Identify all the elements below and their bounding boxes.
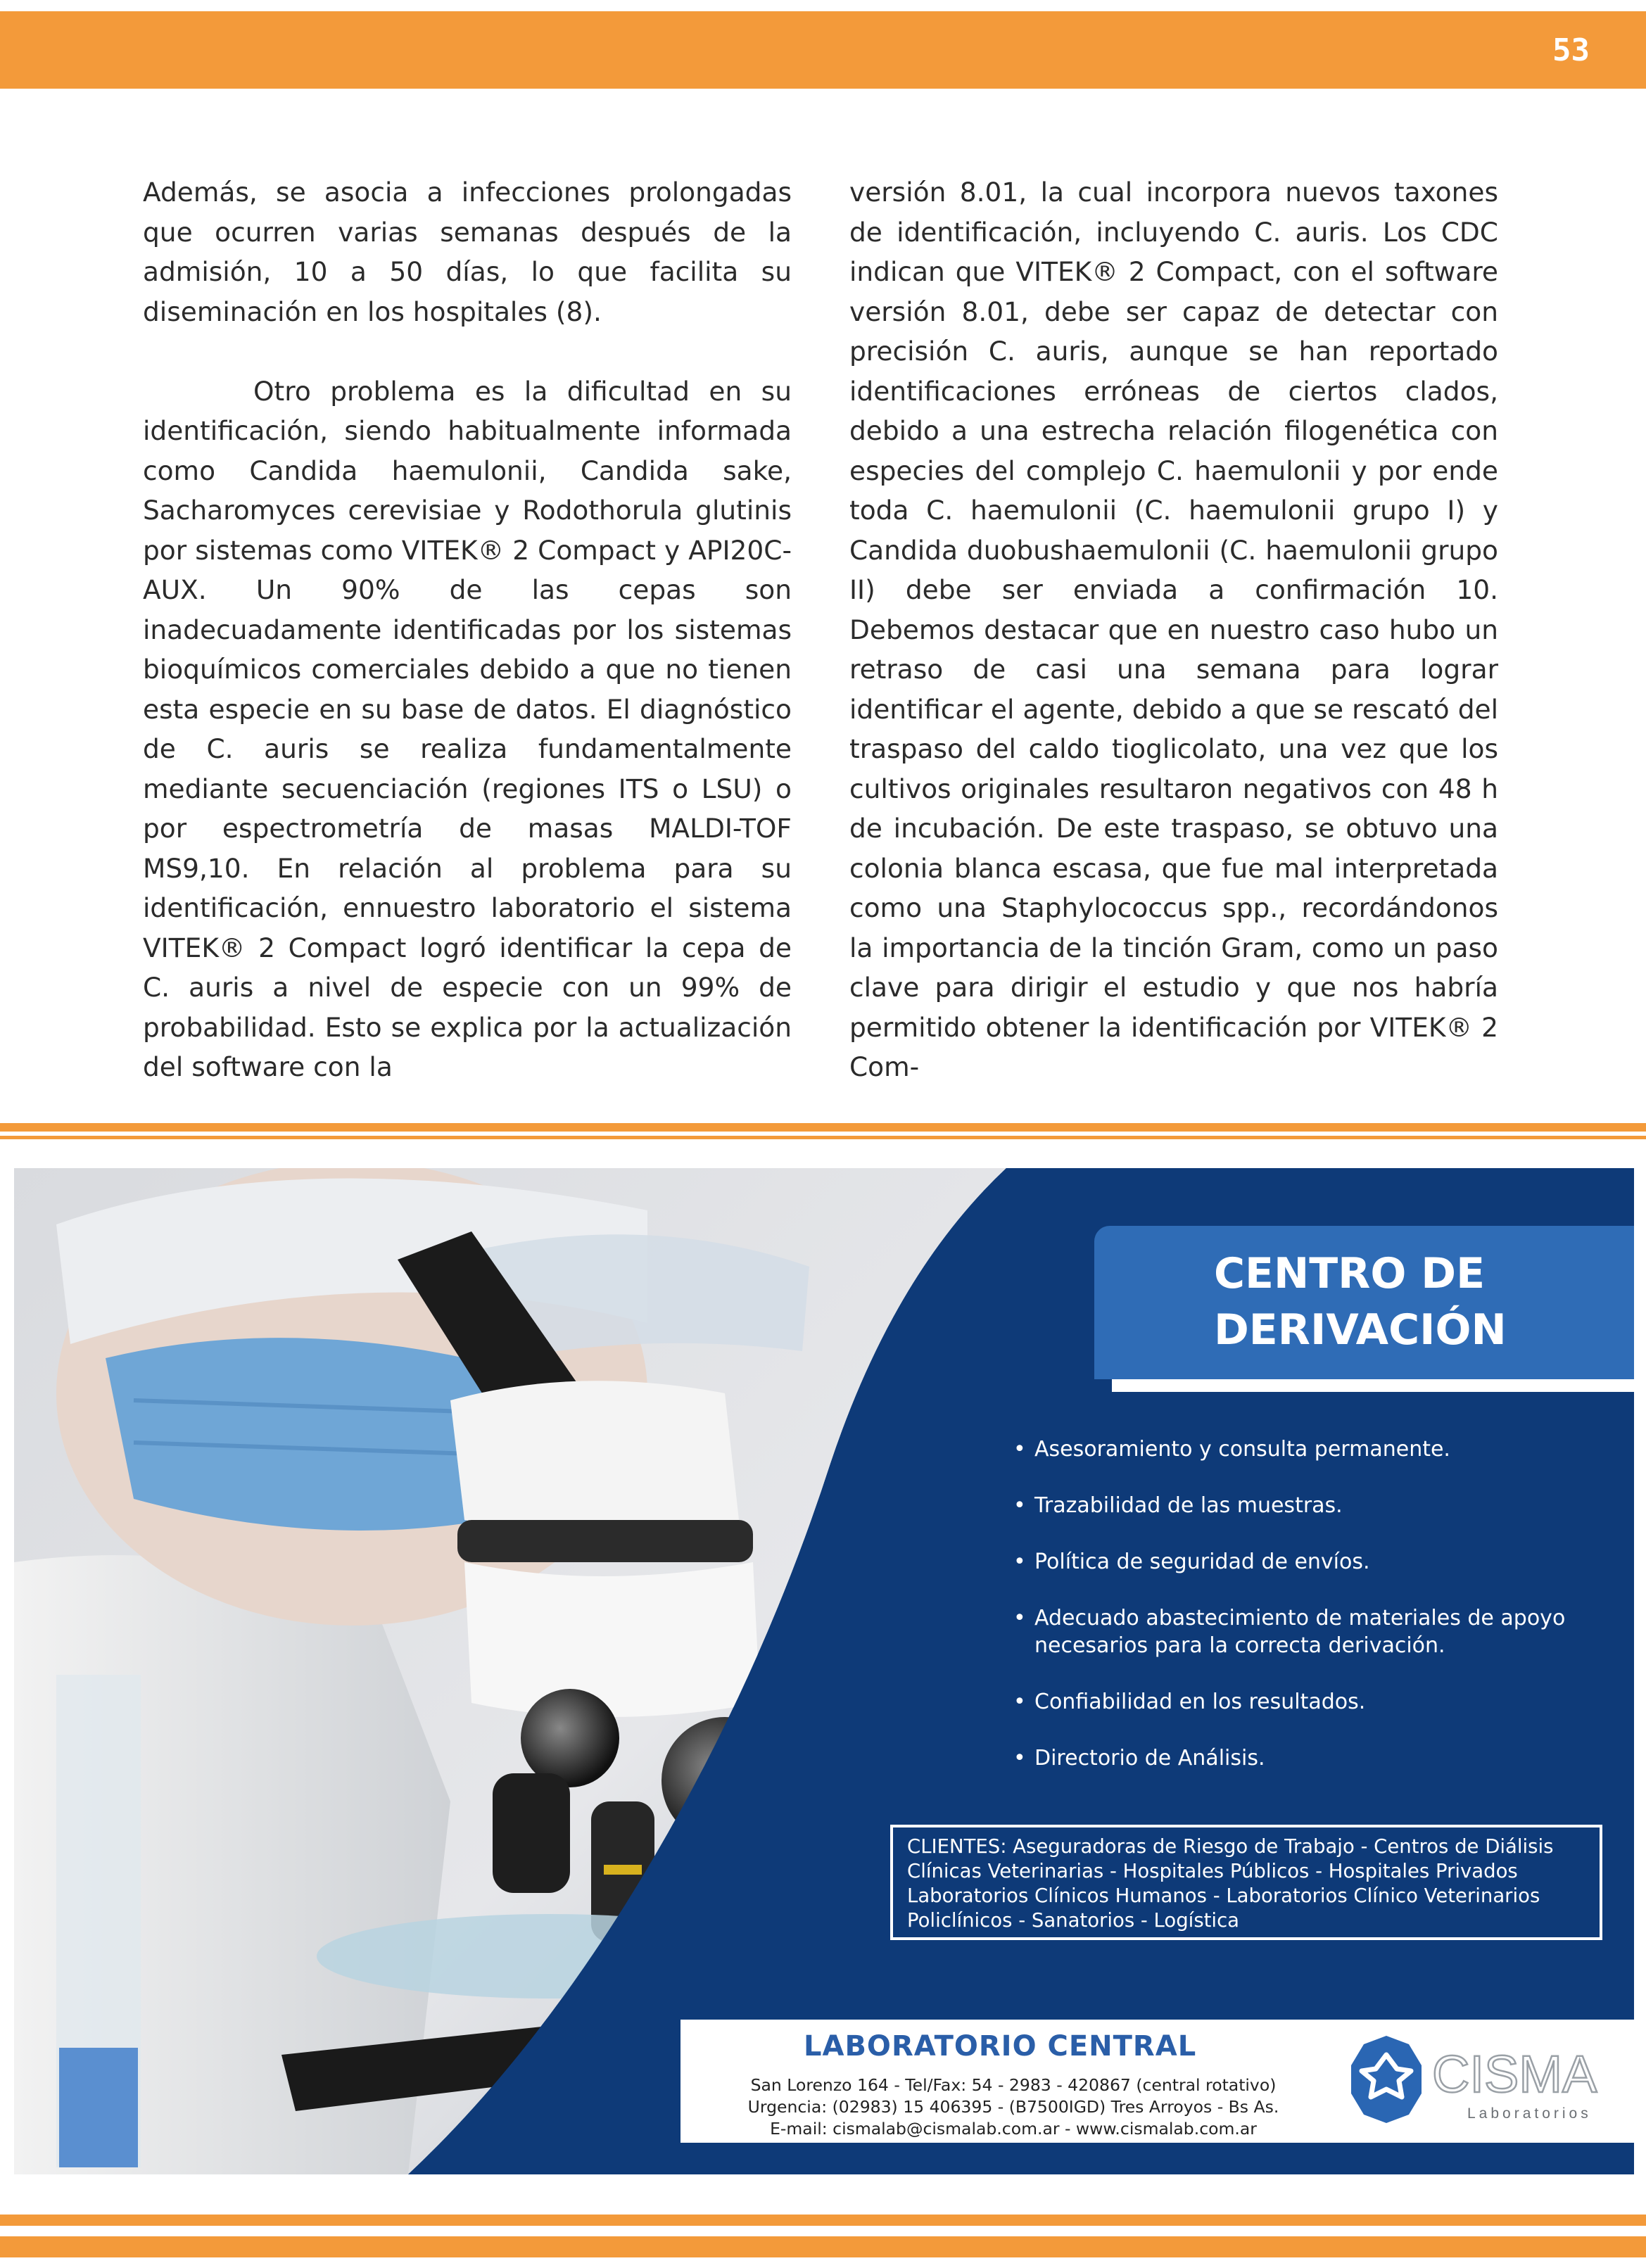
service-item: • Política de seguridad de envíos. (1013, 1548, 1619, 1576)
services-list (1013, 1436, 1619, 1801)
ad-title-line2: DERIVACIÓN (1214, 1305, 1507, 1355)
logo-subtitle: Laboratorios (1467, 2105, 1592, 2122)
page-number: 53 (1552, 32, 1590, 68)
ad-title (1214, 1246, 1507, 1358)
divider-rule (0, 1123, 1646, 1132)
service-item: • Directorio de Análisis. (1013, 1744, 1619, 1772)
service-item: • Asesoramiento y consulta permanente. (1013, 1436, 1619, 1463)
paragraph: Además, se asocia a infecciones prolongadas que ocurren varias semanas después de la admisión, 10 a 50 días, lo que facilita su diseminación en los hospitales (8). (143, 177, 792, 327)
title-underline (1112, 1379, 1634, 1392)
footer-band (0, 2236, 1646, 2257)
logo-emblem-icon (1351, 2036, 1422, 2123)
contact-line: San Lorenzo 164 - Tel/Fax: 54 - 2983 - 420867 (central rotativo) (750, 2075, 1277, 2095)
header-bar (0, 11, 1646, 89)
advertisement (14, 1168, 1634, 2174)
divider-rule-thin (0, 1136, 1646, 1139)
article-right-column (849, 172, 1498, 1087)
footer-rule (0, 2215, 1646, 2226)
lab-contact-lines (704, 2074, 1323, 2140)
contact-line: Urgencia: (02983) 15 406395 - (B7500IGD) Tres Arroyos - Bs As. (747, 2097, 1279, 2117)
paragraph: Otro problema es la dificultad en su identificación, siendo habitualmente informada como Candida haemulonii, Candida sake, Sacharomyces cerevisiae y Rodothorula glutinis por sistemas como VITEK® 2 Compact y API20C-AUX. Un 90% de las cepas son inadecuadamente identificadas por los sistemas bioquímicos comerciales debido a que no tienen esta especie en su base de datos. El diagnóstico de C. auris se realiza fundamentalmente mediante secuenciación (regiones ITS o LSU) o por espectrometría de masas MALDI-TOF MS9,10. En relación al problema para su identificación, ennuestro laboratorio el sistema VITEK® 2 Compact logró identificar la cepa de C. auris a nivel de especie con un 99% de probabilidad. Esto se explica por la actualización del software con la (143, 375, 792, 1082)
lab-name: LABORATORIO CENTRAL (804, 2030, 1197, 2063)
clients-line: Clínicas Veterinarias - Hospitales Públicos - Hospitales Privados (907, 1860, 1518, 1882)
contact-line: E-mail: cismalab@cismalab.com.ar - www.cismalab.com.ar (770, 2119, 1257, 2139)
ad-title-line1: CENTRO DE (1214, 1249, 1486, 1298)
clients-box (890, 1825, 1602, 1940)
clients-line: CLIENTES: Aseguradoras de Riesgo de Trabajo - Centros de Diálisis (907, 1835, 1554, 1858)
service-item: • Confiabilidad en los resultados. (1013, 1688, 1619, 1716)
article-left-column (143, 172, 792, 1087)
service-item: • Adecuado abastecimiento de materiales de apoyo necesarios para la correcta derivación. (1013, 1604, 1619, 1659)
logo-wordmark: CISMA (1432, 2045, 1597, 2103)
cisma-logo (1344, 2030, 1626, 2129)
clients-line: Policlínicos - Sanatorios - Logística (907, 1909, 1240, 1932)
paragraph: versión 8.01, la cual incorpora nuevos taxones de identificación, incluyendo C. auris. Los CDC indican que VITEK® 2 Compact, con el software versión 8.01, debe ser capaz de detectar con precisión C. auris, aunque se han reportado identificaciones erróneas de ciertos clados, debido a una estrecha relación filogenética con especies del complejo C. haemulonii y por ende toda C. haemulonii (C. haemulonii grupo I) y Candida duobushaemulonii (C. haemulonii grupo II) debe ser enviada a confirmación 10. Debemos destacar que en nuestro caso hubo un retraso de casi una semana para lograr identificar el agente, debido a que se rescató del traspaso del caldo tioglicolato, una vez que los cultivos originales resultaron negativos con 48 h de incubación. De este traspaso, se obtuvo una colonia blanca escasa, que fue mal interpretada como una Staphylococcus spp., recordándonos la importancia de la tinción Gram, como un paso clave para dirigir el estudio y que nos habría permitido obtener la identificación por VITEK® 2 Com- (849, 177, 1498, 1082)
clients-line: Laboratorios Clínicos Humanos - Laboratorios Clínico Veterinarios (907, 1884, 1540, 1907)
service-item: • Trazabilidad de las muestras. (1013, 1492, 1619, 1519)
